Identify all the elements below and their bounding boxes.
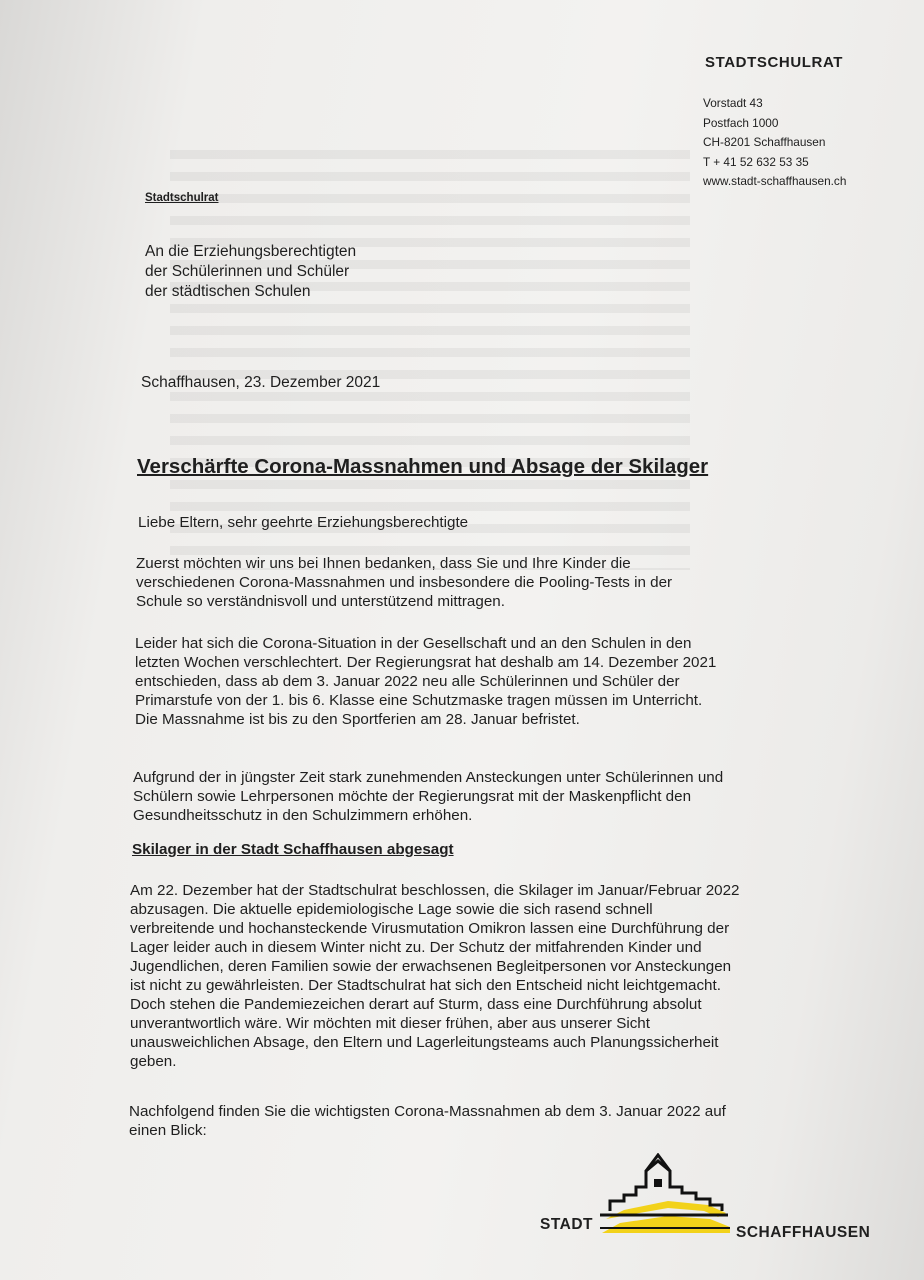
- address-line: www.stadt-schaffhausen.ch: [703, 174, 847, 188]
- logo-word-schaffhausen: SCHAFFHAUSEN: [736, 1224, 871, 1241]
- date-line: Schaffhausen, 23. Dezember 2021: [141, 374, 381, 391]
- paragraph-skilager: Am 22. Dezember hat der Stadtschulrat beschlossen, die Skilager im Januar/Februar 2022 abzusagen. Die aktuelle epidemiologische Lage sowie die sich rasend schnell verbreitende und hochansteckende Virusmutation Omikron lassen eine Durchführung der Lager leider auch in diesem Winter nicht zu. Der Schutz der mitfahrenden Kinder und Jugendlichen, deren Familien sowie der erwachsenen Begleitpersonen vor Ansteckungen ist nicht zu gewährleisten. Der Stadtschulrat hat sich den Entscheid nicht leichtgemacht. Doch stehen die Pandemiezeichen derart auf Sturm, dass eine Durchführung absolut unverantwortlich wäre. Wir möchten mit dieser frühen, aber aus unserer Sicht unausweichlichen Absage, den Eltern und Lagerleitungsteams auch Planungssicherheit geben.: [130, 882, 740, 1070]
- org-title: STADTSCHULRAT: [705, 54, 844, 71]
- paragraph-intro: Zuerst möchten wir uns bei Ihnen bedanken, dass Sie und Ihre Kinder die verschiedenen Corona-Massnahmen und insbesondere die Pooling-Tests in der Schule so verständnisvoll und unterstützend mittragen.: [136, 555, 673, 610]
- recipient-line: der städtischen Schulen: [145, 283, 311, 300]
- salutation: Liebe Eltern, sehr geehrte Erziehungsberechtigte: [138, 514, 469, 531]
- address-line: T + 41 52 632 53 35: [703, 154, 809, 169]
- show-through-text: [170, 150, 690, 570]
- castle-munot-icon: [600, 1153, 732, 1235]
- subheading-skilager: Skilager in der Stadt Schaffhausen abgesagt: [132, 841, 454, 858]
- letter-title: Verschärfte Corona-Massnahmen und Absage der Skilager: [137, 455, 709, 478]
- recipient-line: An die Erziehungsberechtigten: [145, 243, 357, 260]
- sender-line: Stadtschulrat: [145, 192, 219, 204]
- logo-word-stadt: STADT: [540, 1216, 594, 1233]
- recipient-block: [145, 242, 356, 302]
- address-line: Vorstadt 43: [703, 96, 763, 110]
- address-line: Postfach 1000: [703, 115, 779, 130]
- address-block: [703, 94, 846, 192]
- paragraph-overview: Nachfolgend finden Sie die wichtigsten Corona-Massnahmen ab dem 3. Januar 2022 auf einen Blick:: [129, 1103, 726, 1139]
- recipient-line: der Schülerinnen und Schüler: [145, 263, 350, 280]
- paragraph-reason: Aufgrund der in jüngster Zeit stark zunehmenden Ansteckungen unter Schülerinnen und Schülern sowie Lehrpersonen möchte der Regierungsrat mit der Maskenpflicht den Gesundheitsschutz in den Schulzimmern erhöhen.: [133, 769, 724, 824]
- paragraph-mask-rule: Leider hat sich die Corona-Situation in der Gesellschaft und an den Schulen in den letzten Wochen verschlechtert. Der Regierungsrat hat deshalb am 14. Dezember 2021 entschieden, dass ab dem 3. Januar 2022 neu alle Schülerinnen und Schüler der Primarstufe von der 1. bis 6. Klasse eine Schutzmaske tragen müssen im Unterricht. Die Massnahme ist bis zu den Sportferien am 28. Januar befristet.: [135, 635, 717, 728]
- address-line: CH-8201 Schaffhausen: [703, 135, 826, 149]
